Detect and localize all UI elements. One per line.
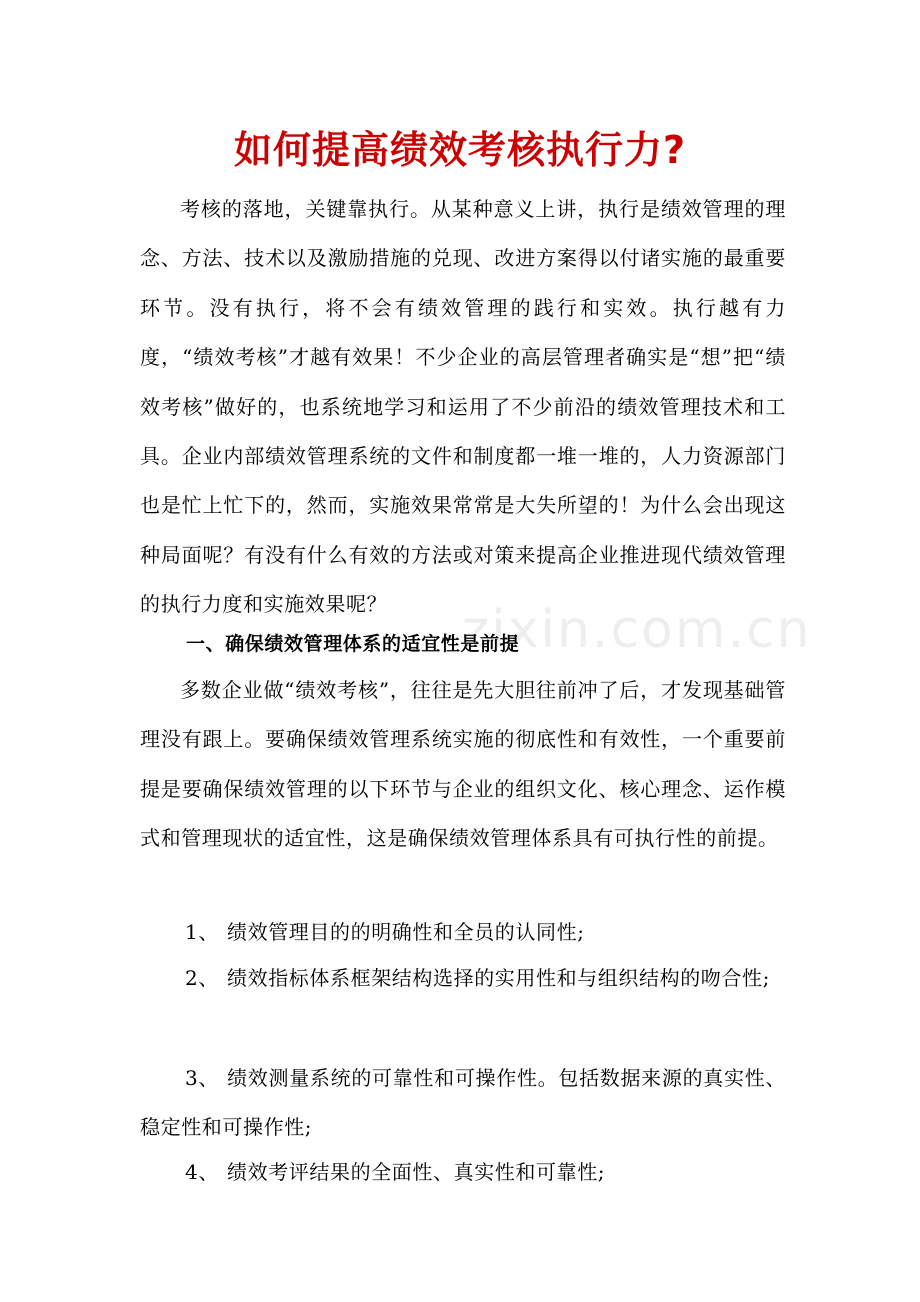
section1-paragraph: 多数企业做“绩效考核”，往往是先大胆往前冲了后，才发现基础管理没有跟上。要确保绩效管理系统实施的彻底性和有效性，一个重要前提是要确保绩效管理的以下环节与企业的组织文化、核心理念、运作模式和管理现状的适宜性，这是确保绩效管理体系具有可执行性的前提。 xyxy=(140,678,786,851)
list-item-number: 2、 xyxy=(185,966,219,990)
list-item xyxy=(140,954,786,1003)
list-item-text: 绩效考评结果的全面性、真实性和可靠性; xyxy=(227,1160,606,1184)
list-item-number: 1、 xyxy=(185,920,219,944)
list-item xyxy=(140,1148,786,1197)
section-heading-1: 一、确保绩效管理体系的适宜性是前提 xyxy=(186,633,520,655)
list-item xyxy=(140,1054,786,1153)
list-item xyxy=(140,908,786,957)
watermark: zixin.com.cn xyxy=(462,600,812,660)
list-item-number: 4、 xyxy=(185,1160,219,1184)
document-title: 如何提高绩效考核执行力? xyxy=(233,128,687,172)
list-item-text: 绩效测量系统的可靠性和可操作性。包括数据来源的真实性、稳定性和可操作性; xyxy=(140,1066,786,1140)
list-item-text: 绩效指标体系框架结构选择的实用性和与组织结构的吻合性; xyxy=(227,966,770,990)
list-item-number: 3、 xyxy=(185,1066,219,1090)
intro-paragraph: 考核的落地，关键靠执行。从某种意义上讲，执行是绩效管理的理念、方法、技术以及激励措施的兑现、改进方案得以付诸实施的最重要环节。没有执行，将不会有绩效管理的践行和实效。执行越有力度，“绩效考核”才越有效果！不少企业的高层管理者确实是“想”把“绩效考核”做好的，也系统地学习和运用了不少前沿的绩效管理技术和工具。企业内部绩效管理系统的文件和制度都一堆一堆的，人力资源部门也是忙上忙下的，然而，实施效果常常是大失所望的！为什么会出现这种局面呢？有没有什么有效的方法或对策来提高企业推进现代绩效管理的执行力度和实施效果呢？ xyxy=(140,197,786,617)
list-item-text: 绩效管理目的的明确性和全员的认同性; xyxy=(227,920,585,944)
